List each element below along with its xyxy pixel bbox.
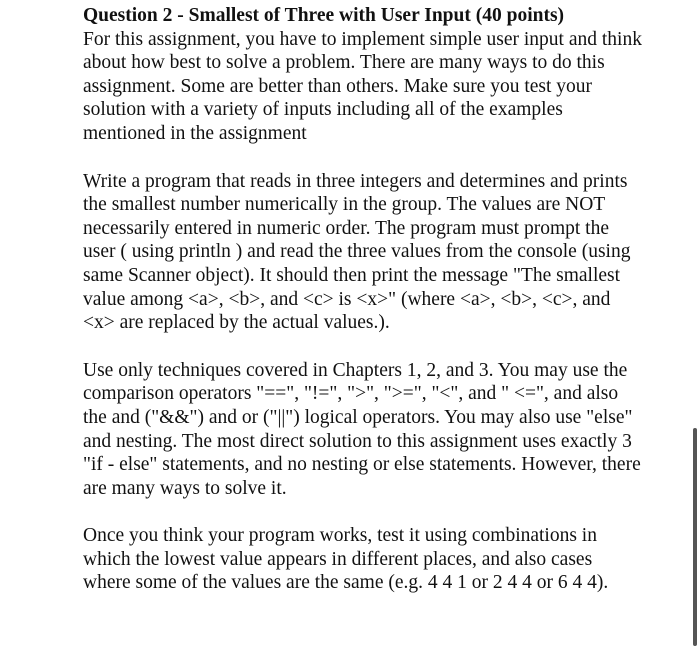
question-header-paragraph bbox=[83, 4, 643, 146]
vertical-scrollbar[interactable] bbox=[693, 428, 697, 646]
document-body bbox=[83, 4, 643, 619]
techniques-paragraph: Use only techniques covered in Chapters 1, 2, and 3. You may use the comparison operators "==", "!=", ">", ">=", "<", and " <=", and also the and ("&&") and or ("||") logical operators. You may also use "else" and nesting. The most direct solution to this assignment uses exactly 3 "if - else" statements, and no nesting or else statements. However, there are many ways to solve it. bbox=[83, 359, 641, 499]
requirements-paragraph: Write a program that reads in three integers and determines and prints the smallest number numerically in the group. The values are NOT necessarily entered in numeric order. The program must prompt the user ( using println ) and read the three values from the console (using same Scanner object). It should then print the message "The smallest value among <a>, <b>, and <c> is <x>" (where <a>, <b>, <c>, and <x> are replaced by the actual values.). bbox=[83, 170, 631, 334]
testing-paragraph: Once you think your program works, test it using combinations in which the lowest value appears in different places, and also cases where some of the values are the same (e.g. 4 4 1 or 2 4 4 or 6 4 4). bbox=[83, 525, 609, 594]
question-title: Question 2 - Smallest of Three with User Input (40 points) bbox=[83, 5, 565, 26]
question-intro: For this assignment, you have to implement simple user input and think about how best to solve a problem. There are many ways to do this assignment. Some are better than others. Make sure you test your solution with a variety of inputs including all of the examples mentioned in the assignment bbox=[83, 28, 642, 144]
